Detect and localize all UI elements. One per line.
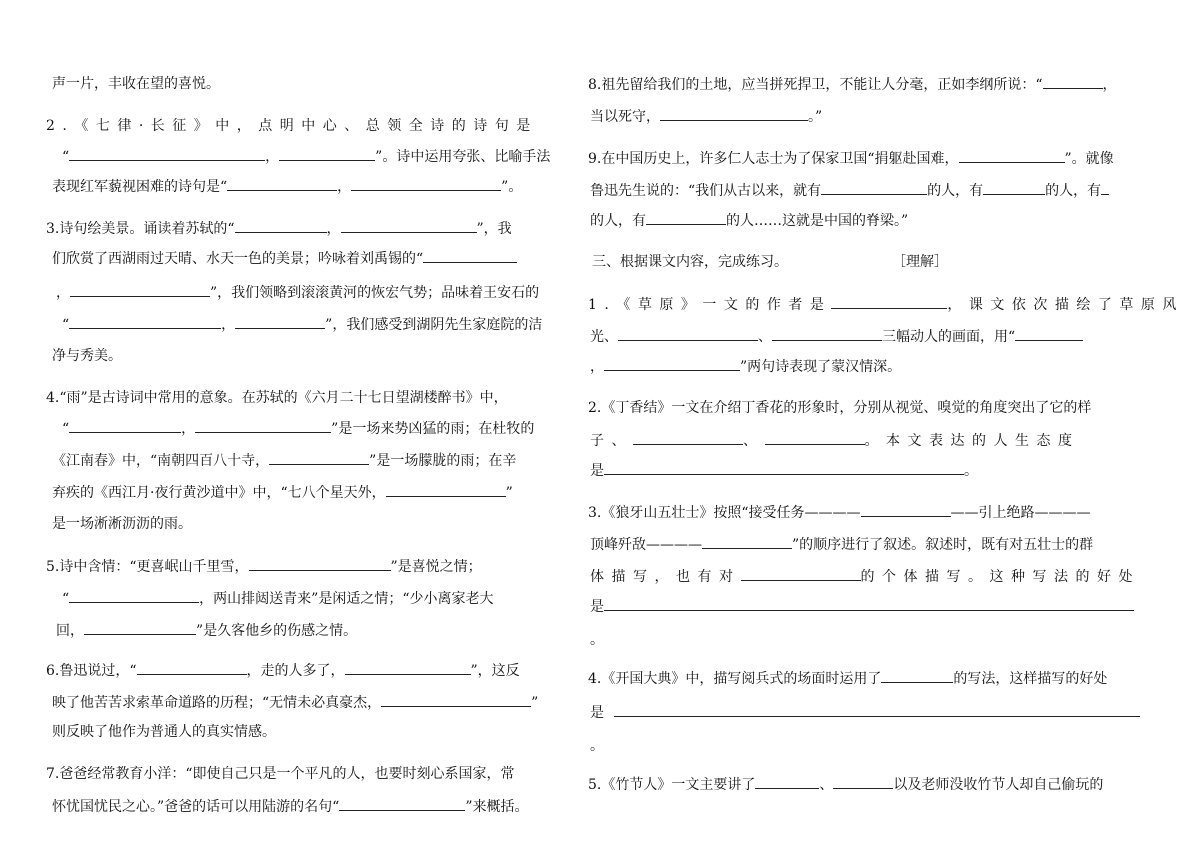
part-4-line2: 是 xyxy=(590,702,1140,723)
answer-blank[interactable] xyxy=(195,418,331,433)
question-6-line1: 6.鲁迅说过，“ ，走的人多了， ”，这反 xyxy=(46,660,520,681)
question-2-line3: 表现红军藐视困难的诗句是“ ， ”。 xyxy=(52,176,522,197)
part-3-line4: 是 xyxy=(590,596,1134,617)
answer-blank[interactable] xyxy=(69,418,181,433)
answer-blank[interactable] xyxy=(269,450,369,465)
answer-blank[interactable] xyxy=(633,430,743,445)
question-4-line2: “ ， ”是一场来势凶猛的雨；在杜牧的 xyxy=(62,418,534,439)
answer-blank[interactable] xyxy=(1015,326,1083,341)
answer-blank[interactable] xyxy=(604,460,964,475)
question-3-line1: 3.诗句绘美景。诵读着苏轼的“ ， ”，我 xyxy=(46,218,512,239)
question-3-line4: “ ， ”，我们感受到湖阴先生家庭院的洁 xyxy=(62,314,542,335)
answer-blank[interactable] xyxy=(702,534,792,549)
question-8-line1: 8.祖先留给我们的土地，应当拼死捍卫，不能让人分毫，正如李纲所说：“ ， xyxy=(588,74,1117,95)
question-2-line1: 2.《七律·长征》中，点明中心、总领全诗的诗句是 xyxy=(46,118,538,134)
part-5-line1: 5.《竹节人》一文主要讲了 、 以及老师没收竹节人却自己偷玩的 xyxy=(588,774,1103,795)
question-2-line2: “ ， ”。诗中运用夸张、比喻手法 xyxy=(62,146,550,167)
section-3-heading: 三、根据课文内容，完成练习。 xyxy=(592,254,788,270)
answer-blank[interactable] xyxy=(821,180,927,195)
question-3-line2: 们欣赏了西湖雨过天晴、水天一色的美景；吟咏着刘禹锡的“ xyxy=(52,248,517,269)
question-4-line5: 是一场淅淅沥沥的雨。 xyxy=(52,516,192,532)
answer-blank[interactable] xyxy=(614,702,1140,717)
question-7-line2: 怀忧国忧民之心。”爸爸的话可以用陆游的名句“ ”来概括。 xyxy=(52,796,529,817)
answer-blank[interactable] xyxy=(881,668,953,683)
question-6-line2: 映了他苦苦求索革命道路的历程；“无情未必真豪杰， ” xyxy=(52,692,538,713)
answer-blank[interactable] xyxy=(345,660,471,675)
question-9-line3: 的人，有 的人……这就是中国的脊梁。” xyxy=(590,210,908,231)
question-4-line1: 4.“雨”是古诗词中常用的意象。在苏轼的《六月二十七日望湖楼醉书》中， xyxy=(46,390,508,406)
part-3-line2: 顶峰歼敌———— ”的顺序进行了叙述。叙述时，既有对五壮士的群 xyxy=(590,534,1093,555)
answer-blank[interactable] xyxy=(959,148,1065,163)
answer-blank[interactable] xyxy=(741,566,861,581)
question-6-line3: 则反映了他作为普通人的真实情感。 xyxy=(52,724,276,740)
part-4-line3: 。 xyxy=(590,738,604,754)
question-9-line1: 9.在中国历史上，许多仁人志士为了保家卫国“捐躯赴国难， ”。就像 xyxy=(588,148,1114,169)
question-3-line3: ， ”，我们领略到滚滚黄河的恢宏气势；品味着王安石的 xyxy=(56,282,539,303)
part-4-line1: 4.《开国大典》中，描写阅兵式的场面时运用了 的写法，这样描写的好处 xyxy=(588,668,1107,689)
part-1-line3: ， ”两句诗表现了蒙汉情深。 xyxy=(590,356,901,377)
answer-blank[interactable] xyxy=(69,588,199,603)
answer-blank[interactable] xyxy=(227,176,337,191)
question-4-line3: 《江南春》中，“南朝四百八十寺， ”是一场朦胧的雨；在辛 xyxy=(52,450,516,471)
answer-blank[interactable] xyxy=(423,248,517,263)
answer-blank[interactable] xyxy=(339,796,465,811)
answer-blank[interactable] xyxy=(279,146,375,161)
question-5-line3: 回， ”是久客他乡的伤感之情。 xyxy=(56,620,357,641)
part-2-line2: 子、 、 。本文表达的人生态度 xyxy=(590,430,1080,451)
answer-blank[interactable] xyxy=(618,326,758,341)
answer-blank[interactable] xyxy=(84,620,196,635)
question-9-line2: 鲁迅先生说的：“我们从古以来，就有 的人，有 的人，有 xyxy=(590,180,1109,201)
question-5-line2: “ ，两山排闼送青来”是闲适之情；“少小离家老大 xyxy=(62,588,494,609)
answer-blank[interactable] xyxy=(1101,180,1109,195)
answer-blank[interactable] xyxy=(235,218,327,233)
part-2-line3: 是 。 xyxy=(590,460,978,481)
answer-blank[interactable] xyxy=(833,774,893,789)
answer-blank[interactable] xyxy=(861,502,951,517)
question-4-line4: 弃疾的《西江月·夜行黄沙道中》中，“七八个星天外， ” xyxy=(52,482,513,503)
answer-blank[interactable] xyxy=(69,314,221,329)
answer-blank[interactable] xyxy=(983,180,1045,195)
part-1-line1: 1.《草原》一文的作者是 ，课文依次描绘了草原风 xyxy=(588,294,1184,315)
answer-blank[interactable] xyxy=(235,314,325,329)
part-3-line3: 体描写，也有对 的个体描写。这种写法的好处 xyxy=(590,566,1140,587)
answer-blank[interactable] xyxy=(69,146,265,161)
answer-blank[interactable] xyxy=(351,176,501,191)
question-3-line5: 净与秀美。 xyxy=(52,348,122,364)
text-line: 声一片，丰收在望的喜悦。 xyxy=(52,76,220,92)
section-3-tag: ［理解］ xyxy=(892,254,948,270)
answer-blank[interactable] xyxy=(137,660,247,675)
question-8-line2: 当以死守， 。” xyxy=(590,106,822,127)
answer-blank[interactable] xyxy=(604,596,1134,611)
answer-blank[interactable] xyxy=(660,106,808,121)
answer-blank[interactable] xyxy=(249,556,391,571)
answer-blank[interactable] xyxy=(755,774,819,789)
question-7-line1: 7.爸爸经常教育小洋：“即使自己只是一个平凡的人，也要时刻心系国家，常 xyxy=(46,766,515,782)
answer-blank[interactable] xyxy=(386,482,506,497)
answer-blank[interactable] xyxy=(341,218,477,233)
answer-blank[interactable] xyxy=(646,210,726,225)
part-2-line1: 2.《丁香结》一文在介绍丁香花的形象时，分别从视觉、嗅觉的角度突出了它的样 xyxy=(588,400,1092,416)
answer-blank[interactable] xyxy=(765,430,865,445)
part-3-line1: 3.《狼牙山五壮士》按照“接受任务———— ——引上绝路———— xyxy=(588,502,1091,523)
answer-blank[interactable] xyxy=(831,294,947,309)
answer-blank[interactable] xyxy=(1043,74,1103,89)
question-5-line1: 5.诗中含情：“更喜岷山千里雪， ”是喜悦之情； xyxy=(46,556,482,577)
answer-blank[interactable] xyxy=(381,692,531,707)
part-3-line5: 。 xyxy=(590,632,604,648)
answer-blank[interactable] xyxy=(604,356,740,371)
part-1-line2: 光、 、 三幅动人的画面，用“ xyxy=(590,326,1083,347)
answer-blank[interactable] xyxy=(70,282,210,297)
answer-blank[interactable] xyxy=(772,326,882,341)
